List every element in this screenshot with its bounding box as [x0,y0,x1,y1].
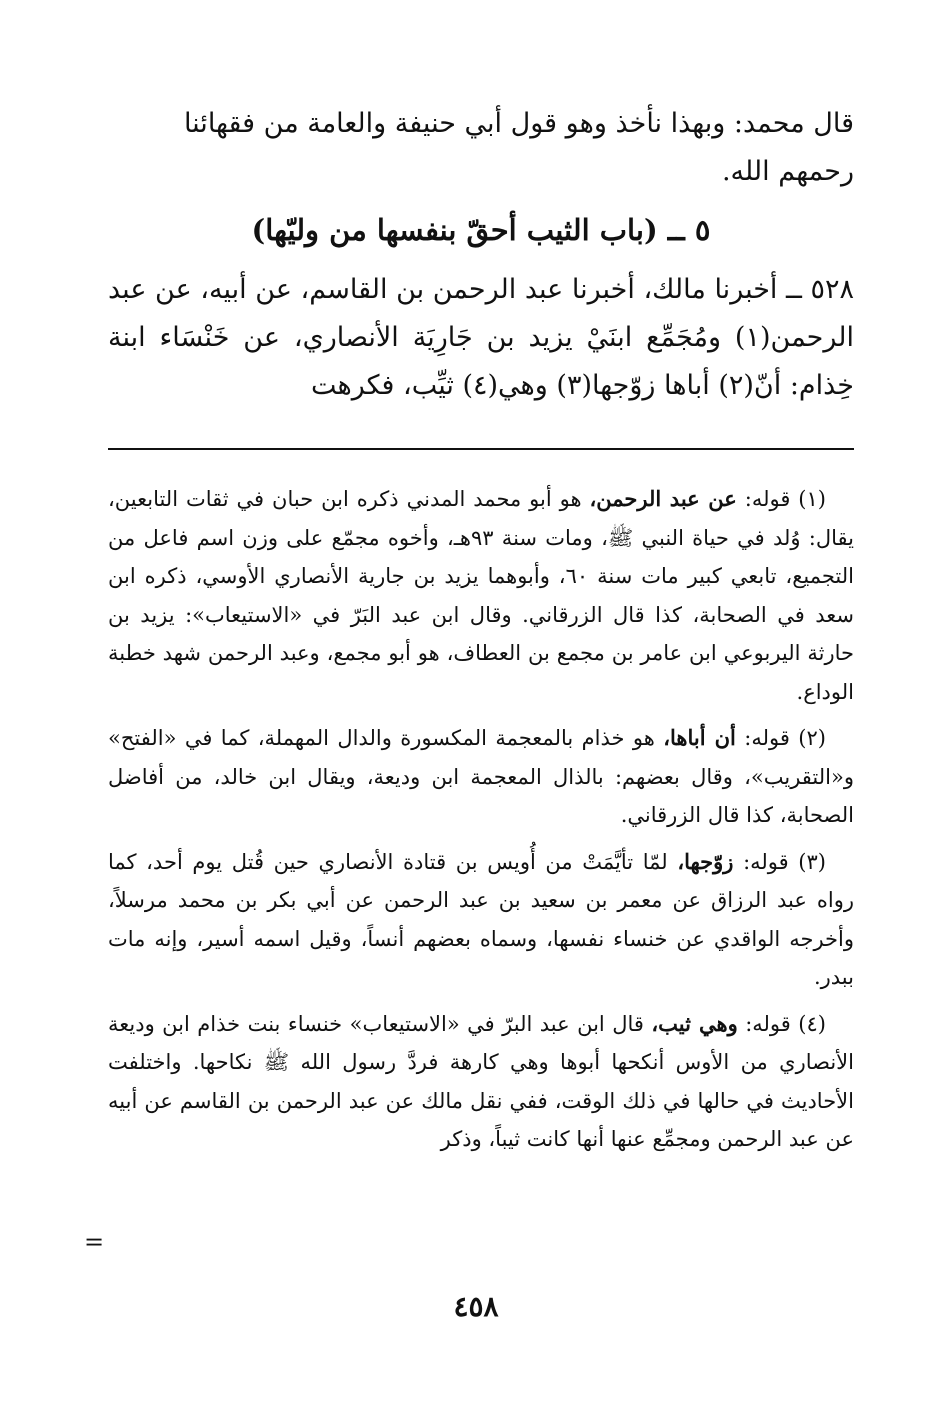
intro-paragraph: قال محمد: وبهذا نأخذ وهو قول أبي حنيفة والعامة من فقهائنا رحمهم الله. [183,108,854,187]
footnote-text: قال ابن عبد البرّ في «الاستيعاب» خنساء بنت خذام ابن وديعة الأنصاري من الأوس أنكحها أبوها وهي كارهة فردَّ رسول الله ﷺ نكاحها. واختلفت الأحاديث في حالها في ذلك الوقت، ففي نقل مالك عن عبد الرحمن بن القاسم عن أبيه عن عبد الرحمن ومجمِّع عنها أنها كانت ثيباً، وذكر [108,1011,854,1151]
footnote-text: لمّا تأيَّمَتْ من أُويس بن قتادة الأنصاري حين قُتل يوم أحد، كما رواه عبد الرزاق عن معمر بن سعيد بن عبد الرحمن عن أبي بكر بن محمد مرسلاً، وأخرجه الواقدي عن خنساء نفسها، وسماه بعضهم أنساً، وقيل اسمه أسير، وإنه مات ببدر. [108,849,854,989]
main-text [108,100,854,410]
footnote-text: هو أبو محمد المدني ذكره ابن حبان في ثقات التابعين، يقال: وُلد في حياة النبي ﷺ، ومات سنة ٩٣هـ، وأخوه مجمّع على وزن اسم فاعل من التجميع، تابعي كبير مات سنة ٦٠، وأبوهما يزيد بن جارية الأنصاري الأوسي، ذكره ابن سعد في الصحابة، كذا قال الزرقاني. وقال ابن عبد البَرّ في «الاستيعاب»: يزيد بن حارثة اليربوعي ابن عامر بن مجمع بن العطاف، هو أبو مجمع، وعبد الرحمن شهد خطبة الوداع. [108,487,854,704]
continuation-mark: = [84,1228,105,1256]
footnote-3 [108,843,854,997]
page-number: ٤٥٨ [453,1290,499,1323]
footnote-separator [108,448,854,450]
footnote-lemma: عن عبد الرحمن، [589,486,737,511]
footnote-lemma: زوّجها، [677,848,734,874]
chapter-heading: ٥ ــ (باب الثيب أحقّ بنفسها من وليّها) [251,213,711,247]
footnote-marker: (٤) قوله: [745,1011,826,1036]
hadith-paragraph: ٥٢٨ ــ أخبرنا مالك، أخبرنا عبد الرحمن بن القاسم، عن أبيه، عن عبد الرحمن(١) ومُجَمِّع ابنَيْ يزيد بن جَارِيَة الأنصاري، عن خَنْسَاء ابنة خِذام: أنّ(٢) أباها زوّجها(٣) وهي(٤) ثيِّب، فكرهت [108,274,854,401]
page-body [108,100,854,1167]
footnotes [108,480,854,1159]
footnote-marker: (١) قوله: [744,487,826,511]
footnote-text: هو خذام بالمعجمة المكسورة والدال المهملة، كما في «الفتح» و«التقريب»، وقال بعضهم: بالذال المعجمة ابن وديعة، ويقال ابن خالد، من أفاضل الصحابة، كذا قال الزرقاني. [108,726,854,827]
footnote-1 [108,480,854,711]
footnote-lemma: أن أباها، [663,725,736,750]
footnote-2 [108,719,854,835]
footnote-4 [108,1005,854,1159]
footnote-marker: (٣) قوله: [743,849,826,874]
footnote-lemma: وهي ثيب، [651,1010,738,1036]
footnote-marker: (٢) قوله: [744,726,826,750]
